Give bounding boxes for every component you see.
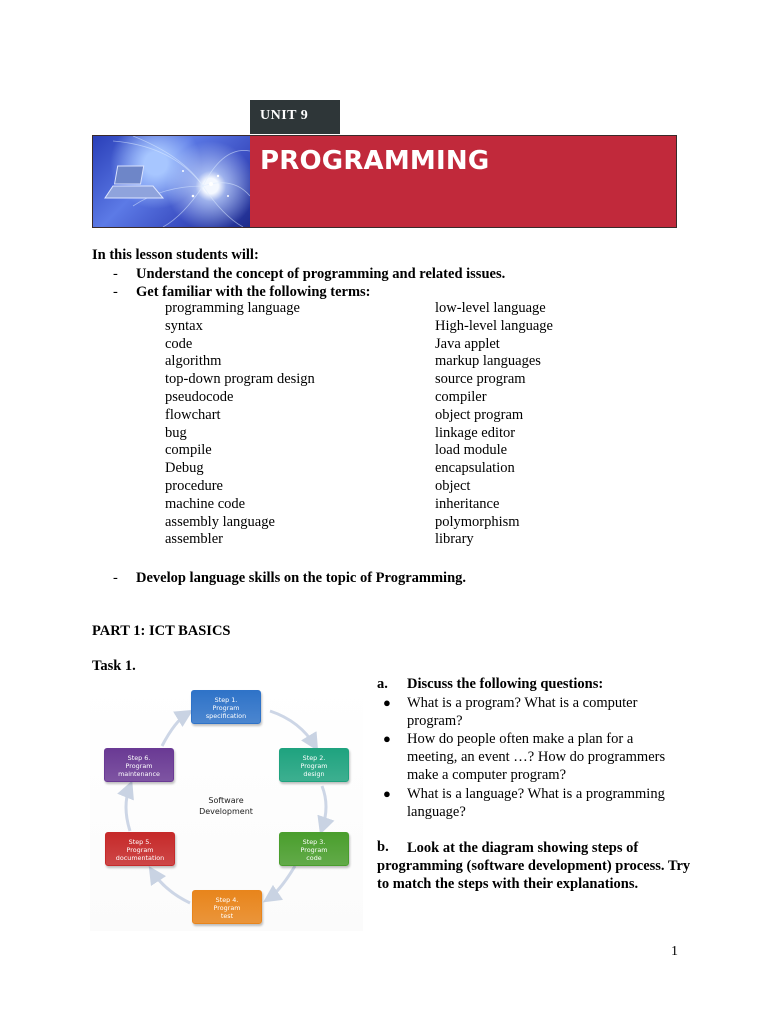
step-4-box bbox=[192, 890, 262, 924]
step-label: Program bbox=[126, 846, 154, 854]
term: encapsulation bbox=[435, 460, 515, 477]
term: procedure bbox=[165, 477, 223, 494]
term: algorithm bbox=[165, 353, 222, 370]
term: object program bbox=[435, 406, 524, 423]
step-1-box bbox=[191, 690, 261, 724]
question-bullet: How do people often make a plan for a meeting, an event …? How do programmers make a computer program? bbox=[407, 731, 666, 784]
term: Debug bbox=[165, 460, 204, 477]
page-title: PROGRAMMING bbox=[260, 146, 490, 176]
laptop-fiber-illustration bbox=[93, 136, 250, 227]
objective-2: Get familiar with the following terms: bbox=[136, 284, 371, 300]
title-banner bbox=[92, 135, 677, 228]
term: library bbox=[435, 531, 474, 548]
step-number: Step 3. bbox=[302, 838, 326, 846]
term: markup languages bbox=[435, 353, 541, 370]
step-label: Program bbox=[213, 904, 241, 912]
term: programming language bbox=[165, 300, 300, 316]
objective-1: Understand the concept of programming and related issues. bbox=[136, 266, 506, 282]
question-bullet: What is a language? What is a programming language? bbox=[407, 786, 665, 821]
dash-marker: - bbox=[113, 266, 118, 282]
banner-image bbox=[93, 136, 250, 227]
software-development-diagram bbox=[90, 681, 363, 931]
step-label: documentation bbox=[115, 854, 165, 862]
lesson-heading: In this lesson students will: bbox=[92, 247, 259, 263]
step-label: code bbox=[306, 854, 322, 862]
term: inheritance bbox=[435, 495, 500, 512]
term: flowchart bbox=[165, 406, 221, 423]
bullet-icon: ● bbox=[383, 786, 391, 801]
term: top-down program design bbox=[165, 371, 315, 388]
bullet-icon: ● bbox=[383, 695, 391, 710]
bullet-icon: ● bbox=[383, 731, 391, 746]
term: assembler bbox=[165, 531, 223, 548]
question-b-text bbox=[377, 839, 697, 894]
diagram-center-label bbox=[186, 795, 266, 817]
term: compiler bbox=[435, 388, 487, 405]
step-number: Step 1. bbox=[214, 696, 238, 704]
banner-title-block bbox=[250, 136, 676, 227]
page-number: 1 bbox=[671, 944, 678, 959]
terms-right-column bbox=[435, 300, 553, 549]
step-5-box bbox=[105, 832, 175, 866]
question-a-label: a. bbox=[377, 676, 388, 692]
step-label: Program bbox=[125, 762, 153, 770]
terms-left-column bbox=[165, 300, 315, 549]
term: linkage editor bbox=[435, 424, 516, 441]
unit-label: UNIT 9 bbox=[250, 100, 340, 134]
dash-marker: - bbox=[113, 570, 118, 586]
step-number: Step 6. bbox=[127, 754, 151, 762]
step-number: Step 4. bbox=[215, 896, 239, 904]
step-label: design bbox=[303, 770, 325, 778]
term: low-level language bbox=[435, 300, 546, 316]
term: bug bbox=[165, 424, 187, 441]
dash-marker: - bbox=[113, 284, 118, 300]
step-label: test bbox=[220, 912, 234, 920]
term: assembly language bbox=[165, 513, 275, 530]
term: machine code bbox=[165, 495, 246, 512]
step-6-box bbox=[104, 748, 174, 782]
step-number: Step 2. bbox=[302, 754, 326, 762]
step-number: Step 5. bbox=[128, 838, 152, 846]
question-b-body: Look at the diagram showing steps of programming (software development) process. Try to match the steps with their explanations. bbox=[377, 840, 691, 893]
objective-3: Develop language skills on the topic of Programming. bbox=[136, 570, 467, 586]
term: pseudocode bbox=[165, 388, 234, 405]
term: source program bbox=[435, 371, 526, 388]
task-title: Task 1. bbox=[92, 658, 136, 674]
center-label-line: Software bbox=[208, 796, 244, 805]
question-a-text: Discuss the following questions: bbox=[407, 676, 604, 692]
term: object bbox=[435, 477, 471, 494]
question-bullet: What is a program? What is a computer program? bbox=[407, 695, 638, 730]
center-label-line: Development bbox=[199, 807, 253, 816]
term: load module bbox=[435, 442, 508, 459]
term: Java applet bbox=[435, 335, 500, 352]
term: syntax bbox=[165, 317, 203, 334]
term: code bbox=[165, 335, 193, 352]
term: High-level language bbox=[435, 317, 553, 334]
step-3-box bbox=[279, 832, 349, 866]
term: compile bbox=[165, 442, 212, 459]
step-label: Program bbox=[212, 704, 240, 712]
part-title: PART 1: ICT BASICS bbox=[92, 623, 231, 639]
step-label: maintenance bbox=[118, 770, 160, 778]
term: polymorphism bbox=[435, 513, 520, 530]
step-label: specification bbox=[205, 712, 247, 720]
step-label: Program bbox=[300, 762, 328, 770]
step-label: Program bbox=[300, 846, 328, 854]
question-b-label: b. bbox=[377, 839, 389, 855]
step-2-box bbox=[279, 748, 349, 782]
